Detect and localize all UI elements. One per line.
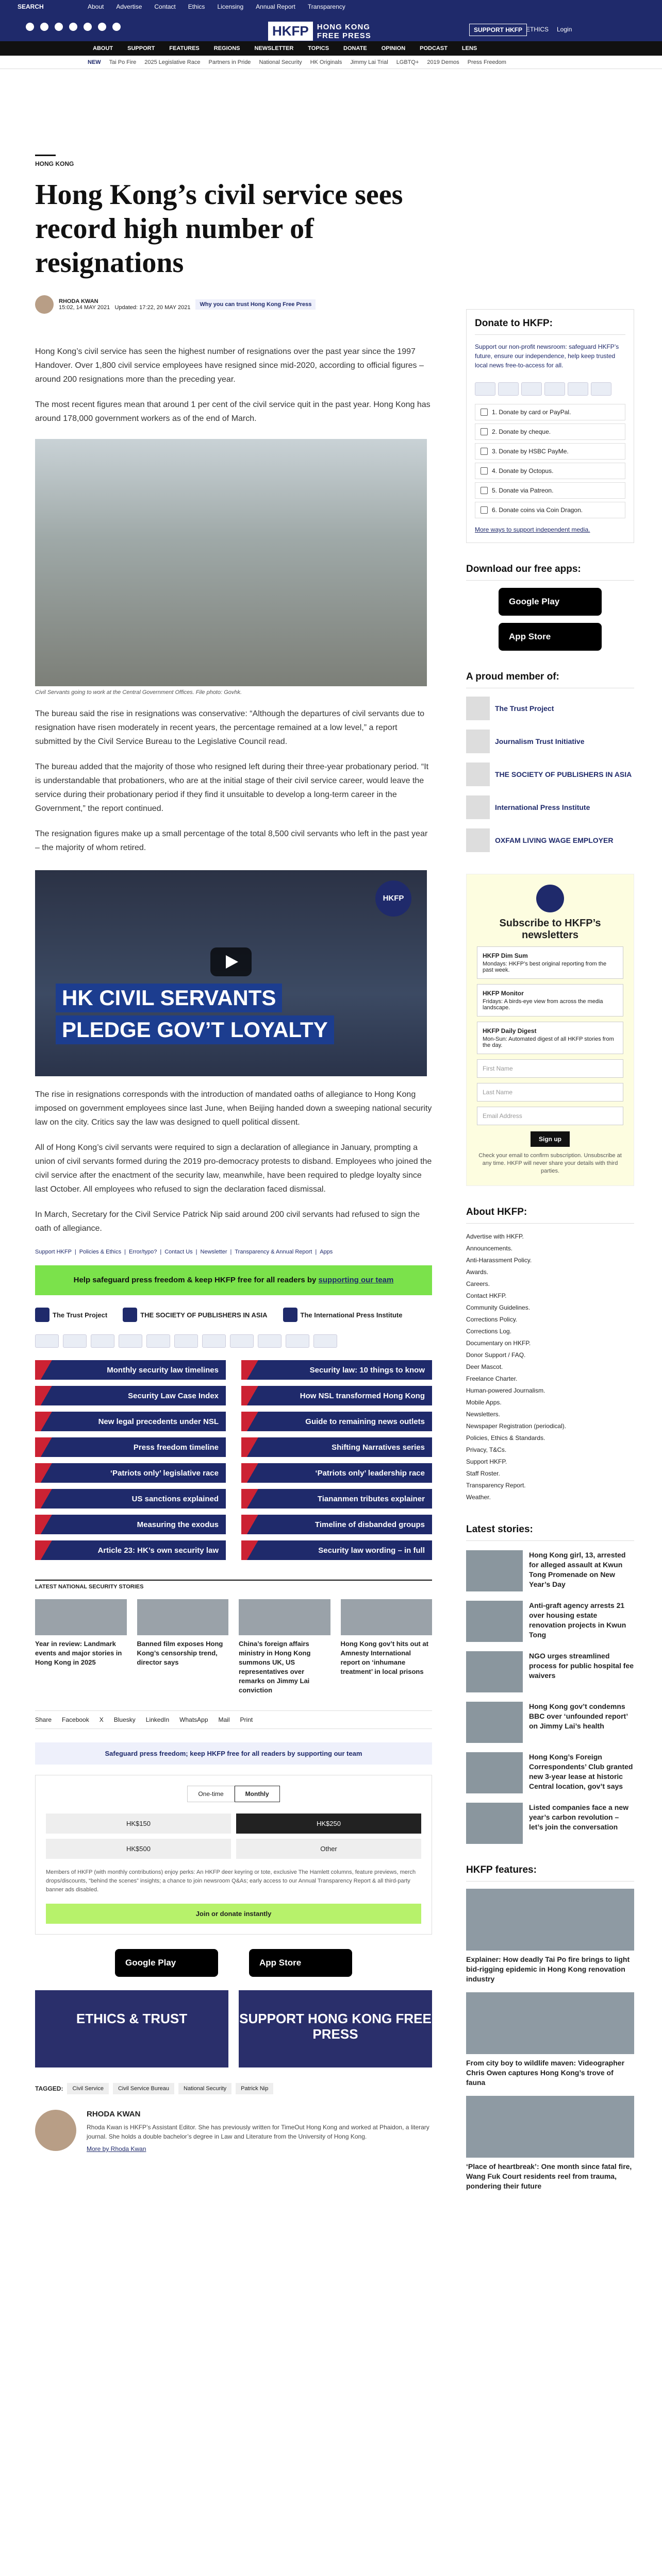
story-title: Year in review: Landmark events and major stories in Hong Kong in 2025 [35, 1640, 122, 1666]
member-logo[interactable] [466, 761, 634, 787]
about-link[interactable]: Privacy, T&Cs. [466, 1446, 507, 1453]
sopa-icon [466, 762, 490, 786]
visa-icon [498, 382, 519, 396]
trust-project-icon [35, 1308, 49, 1322]
payme-icon [146, 1334, 170, 1348]
top-link[interactable]: About [88, 3, 104, 10]
newsletter-name: HKFP Daily Digest [483, 1027, 537, 1035]
article-paragraph: Hong Kong’s civil service has seen the highest number of resignations over the past year since the 1997 Handover. Over 1,800 civil service employees have resigned since mid-2020, according to official figures – around 200 resignations more than the preceding year. [35, 347, 424, 384]
proud-member-panel [466, 671, 634, 853]
app-store-button[interactable]: App Store [249, 1949, 352, 1977]
explainer-tile[interactable]: Tiananmen tributes explainer [241, 1489, 432, 1509]
top-bar [0, 0, 662, 41]
apps-panel [466, 564, 634, 651]
trust-logo-label: The Trust Project [53, 1311, 108, 1319]
explainer-tile[interactable]: Timeline of disbanded groups [241, 1515, 432, 1534]
story-title: Hong Kong girl, 13, arrested for alleged assault at Kwun Tong Promenade on New Year’s Day [529, 1551, 626, 1588]
separator: | [230, 1249, 232, 1255]
ticker-item[interactable]: LGBTQ+ [396, 59, 419, 65]
article-main [35, 155, 432, 2153]
latest-story[interactable] [466, 1651, 634, 1692]
footer-link[interactable]: Error/typo? [128, 1249, 157, 1255]
footer-link[interactable]: Policies & Ethics [79, 1249, 122, 1255]
amount-option[interactable]: HK$500 [46, 1839, 231, 1859]
about-panel [466, 1207, 634, 1503]
social-icons [26, 23, 121, 31]
tag[interactable]: Patrick Nip [236, 2083, 273, 2094]
nav-item[interactable]: LENS [461, 45, 477, 52]
video-title-line: HK CIVIL SERVANTS [56, 984, 282, 1012]
nav-item[interactable]: PODCAST [420, 45, 448, 52]
story-thumbnail [466, 1752, 523, 1793]
story-thumbnail [35, 1599, 127, 1635]
about-link[interactable]: Freelance Charter. [466, 1375, 518, 1382]
ticker-item[interactable]: Press Freedom [467, 59, 506, 65]
payment-icons [35, 1334, 432, 1348]
hkfp-badge-icon [536, 885, 564, 912]
last-name-field[interactable]: Last Name [477, 1083, 623, 1101]
ticker-item[interactable]: HK Originals [310, 59, 342, 65]
story-thumbnail [341, 1599, 433, 1635]
member-logo-label: THE SOCIETY OF PUBLISHERS IN ASIA [495, 770, 632, 778]
mastercard-icon [35, 1334, 59, 1348]
author-name[interactable]: RHODA KWAN [59, 298, 98, 304]
lang-link[interactable]: ETHICS [526, 26, 549, 33]
newsletter-option[interactable] [477, 1022, 623, 1054]
apps-title: Download our free apps: [466, 564, 634, 581]
author-bio: Rhoda Kwan is HKFP’s Assistant Editor. She has previously written for TimeOut Hong Kong and worked at Phaidon, a literary journal. She holds a double bachelor’s degree in Law and Literature from the University of Hong Kong. [87, 2124, 429, 2140]
latest-story[interactable] [466, 1803, 634, 1844]
about-link[interactable]: Newspaper Registration (periodical). [466, 1422, 567, 1430]
nav-item[interactable]: REGIONS [213, 45, 240, 52]
about-link[interactable]: Announcements. [466, 1245, 513, 1252]
about-link[interactable]: Documentary on HKFP. [466, 1340, 531, 1347]
about-link[interactable]: Anti-Harassment Policy. [466, 1257, 532, 1264]
ticker-item[interactable]: 2019 Demos [427, 59, 459, 65]
about-link[interactable]: Corrections Log. [466, 1328, 512, 1335]
updated-date: Updated: 17:22, 20 MAY 2021 [114, 304, 191, 311]
about-list [466, 1231, 634, 1503]
top-link[interactable]: Transparency [307, 3, 345, 10]
about-link[interactable]: Transparency Report. [466, 1482, 526, 1489]
sidebar-payment-icons [475, 382, 625, 396]
newsletter-note: Check your email to confirm subscription. Unsubscribe at any time. HKFP will never share your details with third parties. [478, 1153, 622, 1174]
bluesky-icon[interactable] [112, 23, 121, 31]
story-title: Banned film exposes Hong Kong’s censorship trend, director says [137, 1640, 223, 1666]
feature-title: Explainer: How deadly Tai Po fire brings to light bid-rigging epidemic in Hong Kong renovation industry [466, 1955, 630, 1983]
feature-thumbnail [466, 1992, 634, 2054]
video-title-line: PLEDGE GOV’T LOYALTY [56, 1015, 334, 1044]
paypal-icon [119, 1334, 142, 1348]
member-logo[interactable] [466, 827, 634, 853]
newsletter-desc: Mondays: HKFP’s best original reporting from the past week. [483, 961, 607, 973]
separator: | [160, 1249, 162, 1255]
explainer-tile[interactable]: Monthly security law timelines [35, 1360, 226, 1380]
article-category[interactable]: HONG KONG [35, 155, 56, 167]
promo-banner[interactable]: SUPPORT HONG KONG FREE PRESS [239, 1990, 432, 2067]
donate-ways [475, 404, 625, 518]
feature-title: ‘Place of heartbreak’: One month since fatal fire, Wang Fuk Court residents reel from trauma, pondering their future [466, 2162, 632, 2190]
donate-way[interactable]: 6. Donate coins via Coin Dragon. [475, 502, 625, 518]
story-thumbnail [466, 1601, 523, 1642]
publish-date: 15:02, 14 MAY 2021 [59, 304, 110, 311]
story-title: China’s foreign affairs ministry in Hong Kong summons UK, US representatives over remarks on Jimmy Lai conviction [239, 1640, 311, 1694]
nav-item[interactable]: OPINION [381, 45, 406, 52]
about-link[interactable]: Staff Roster. [466, 1470, 500, 1477]
about-link[interactable]: Weather. [466, 1494, 491, 1501]
byline-text [59, 298, 190, 311]
about-link[interactable]: Careers. [466, 1280, 490, 1287]
search-button[interactable]: SEARCH [18, 3, 44, 10]
top-link[interactable]: Licensing [217, 3, 244, 10]
amex-icon [91, 1334, 114, 1348]
story-thumbnail [137, 1599, 229, 1635]
join-button[interactable]: Join or donate instantly [46, 1904, 421, 1924]
youtube-icon[interactable] [84, 23, 92, 31]
about-link[interactable]: Mobile Apps. [466, 1399, 502, 1406]
newsletter-option[interactable] [477, 946, 623, 979]
facebook-icon[interactable] [26, 23, 34, 31]
about-link[interactable]: Contact HKFP. [466, 1292, 507, 1299]
first-name-field[interactable]: First Name [477, 1059, 623, 1078]
byline [35, 295, 432, 314]
feature-story[interactable] [466, 1992, 634, 2088]
share-link[interactable]: Facebook [62, 1716, 89, 1723]
tag[interactable]: Civil Service [67, 2083, 109, 2094]
donate-panel [466, 309, 634, 543]
ticker-item[interactable]: Jimmy Lai Trial [350, 59, 388, 65]
separator: | [74, 1249, 76, 1255]
member-logo-label: Journalism Trust Initiative [495, 737, 585, 745]
login-link[interactable]: Login [557, 26, 572, 33]
tag-list [35, 2083, 432, 2094]
explainer-tile[interactable]: ‘Patriots only’ leadership race [241, 1463, 432, 1483]
tag[interactable]: National Security [178, 2083, 231, 2094]
alipay-icon [313, 1334, 337, 1348]
explainer-tiles [35, 1360, 432, 1560]
fps-icon [286, 1334, 309, 1348]
top-link[interactable]: Ethics [188, 3, 205, 10]
footer-link[interactable]: Apps [320, 1249, 333, 1255]
features-panel [466, 1865, 634, 2191]
sidebar [466, 309, 634, 2199]
apple-pay-icon [258, 1334, 282, 1348]
tags-label: TAGGED: [35, 2085, 63, 2092]
latest-nsl-item[interactable] [341, 1599, 433, 1695]
author-box-name[interactable]: RHODA KWAN [87, 2110, 141, 2119]
explainer-tile[interactable]: Security Law Case Index [35, 1386, 226, 1405]
linkedin-icon[interactable] [98, 23, 106, 31]
donate-widget [35, 1775, 432, 1935]
frequency-toggle [46, 1786, 421, 1802]
more-by-author-link[interactable]: More by Rhoda Kwan [87, 2145, 146, 2153]
article-paragraph: The most recent figures mean that around 1 per cent of the civil service quit in the past year. Hong Kong has around 178,000 government workers as of the end of March. [35, 400, 431, 423]
story-title: Hong Kong gov’t hits out at Amnesty International report on ‘inhumane treatment’ in local prisons [340, 1640, 428, 1675]
story-title: Anti-graft agency arrests 21 over housing estate renovation projects in Kwun Tong [529, 1601, 626, 1639]
newsletter-desc: Fridays: A birds-eye view from across the media landscape. [483, 998, 603, 1011]
octopus-icon [174, 1334, 198, 1348]
nav-item[interactable]: SUPPORT [127, 45, 155, 52]
amount-option[interactable]: Other [236, 1839, 421, 1859]
oxfam-icon [466, 828, 490, 852]
author-info [87, 2110, 432, 2153]
proud-title: A proud member of: [466, 671, 634, 688]
share-link[interactable]: Bluesky [113, 1716, 136, 1723]
logo-line: FREE PRESS [317, 31, 371, 40]
top-links [88, 3, 345, 10]
publish-dates [59, 304, 190, 311]
tag[interactable]: Civil Service Bureau [113, 2083, 174, 2094]
visa-icon [63, 1334, 87, 1348]
article-photo [35, 439, 427, 686]
latest-nsl-list [35, 1599, 432, 1695]
separator: | [195, 1249, 197, 1255]
newsletter-title: Subscribe to HKFP’s newsletters [499, 918, 601, 941]
google-play-button[interactable]: Google Play [499, 588, 602, 616]
main-nav [0, 41, 662, 56]
donate-text-link[interactable]: Support our non-profit newsroom: safeguard HKFP’s future, ensure our independence, help keep trusted local news free-to-access for all. [475, 343, 619, 369]
article-title: Hong Kong’s civil service sees record high number of resignations [35, 179, 403, 279]
trust-logos [35, 1308, 432, 1322]
share-link[interactable]: LinkedIn [145, 1716, 170, 1723]
about-title: About HKFP: [466, 1207, 634, 1224]
explainer-tile[interactable]: New legal precedents under NSL [35, 1412, 226, 1431]
logo-box: HKFP [268, 22, 313, 41]
article-paragraph: All of Hong Kong’s civil servants were required to sign a declaration of allegiance in January, prompting a union of civil servants formed during the 2019 pro-democracy protests to disband. Employees who joined the civil service after the enactment of the security law, meanwhile, have been required to pledge loyalty since last October. All employees who refused to sign the declaration faced dismissal. [35, 1143, 432, 1194]
explainer-tile[interactable]: Press freedom timeline [35, 1437, 226, 1457]
sopa-icon [123, 1308, 137, 1322]
member-logos [466, 696, 634, 853]
play-icon[interactable] [210, 947, 252, 976]
promo-banner[interactable]: ETHICS & TRUST [35, 1990, 228, 2067]
member-logo[interactable] [466, 794, 634, 820]
amount-option[interactable]: HK$150 [46, 1814, 231, 1834]
explainer-tile[interactable]: How NSL transformed Hong Kong [241, 1386, 432, 1405]
ticker-item[interactable]: National Security [259, 59, 302, 65]
about-link[interactable]: Deer Mascot. [466, 1363, 503, 1370]
about-link[interactable]: Newsletters. [466, 1411, 501, 1418]
trust-logo[interactable] [35, 1308, 107, 1322]
story-thumbnail [466, 1651, 523, 1692]
nav-item[interactable]: ABOUT [93, 45, 113, 52]
instagram-icon[interactable] [55, 23, 63, 31]
google-play-button[interactable]: Google Play [115, 1949, 218, 1977]
trust-logo[interactable] [123, 1308, 267, 1322]
member-perks-note: Members of HKFP (with monthly contributions) enjoy perks: An HKFP deer keyring or tote, exclusive The Hamlett columns, feature previews, merch drops/discounts, “behind the scenes” insights; a chance to join newsroom Q&As; early access to our Annual Transparency Report & all third-party banner ads disabled. [46, 1869, 416, 1893]
about-link[interactable]: Awards. [466, 1268, 489, 1276]
support-button[interactable]: SUPPORT HKFP [469, 24, 527, 36]
site-logo[interactable] [268, 22, 371, 41]
story-thumbnail [466, 1702, 523, 1743]
latest-nsl-heading: LATEST NATIONAL SECURITY STORIES [35, 1580, 432, 1590]
trust-project-icon [466, 697, 490, 720]
share-bar [35, 1710, 432, 1729]
top-link[interactable]: Advertise [116, 3, 142, 10]
new-label: NEW [88, 59, 101, 65]
threads-icon[interactable] [69, 23, 77, 31]
newsletter-name: HKFP Monitor [483, 990, 524, 997]
feature-thumbnail [466, 1889, 634, 1951]
support-banner-link[interactable]: supporting our team [318, 1276, 394, 1284]
latest-story[interactable] [466, 1601, 634, 1642]
footer-link[interactable]: Newsletter [200, 1249, 227, 1255]
nav-item[interactable]: TOPICS [308, 45, 329, 52]
author-avatar[interactable] [35, 295, 54, 314]
story-title: Hong Kong’s Foreign Correspondents’ Club granted new 3-year lease at historic Central location, gov’t says [529, 1753, 633, 1790]
story-thumbnail [466, 1803, 523, 1844]
about-link[interactable]: Donor Support / FAQ. [466, 1351, 526, 1359]
share-link[interactable]: WhatsApp [179, 1716, 208, 1723]
octopus-icon [591, 382, 611, 396]
article-paragraph: The resignation figures make up a small percentage of the total 8,500 civil servants who left in the past year – the majority of whom retired. [35, 829, 428, 852]
explainer-tile[interactable]: ‘Patriots only’ legislative race [35, 1463, 226, 1483]
ticker-item[interactable]: 2025 Legislative Race [144, 59, 201, 65]
about-link[interactable]: Support HKFP. [466, 1458, 507, 1465]
google-pay-icon [230, 1334, 254, 1348]
author-photo [35, 2110, 76, 2151]
member-logo-label: The Trust Project [495, 704, 554, 713]
trust-link[interactable]: Why you can trust Hong Kong Free Press [195, 299, 316, 310]
video-badge: HKFP [375, 880, 411, 917]
ipi-icon [466, 795, 490, 819]
newsletter-name: HKFP Dim Sum [483, 952, 528, 959]
support-banner [35, 1265, 432, 1295]
jti-icon [466, 730, 490, 753]
trust-logo-label: The International Press Institute [300, 1311, 403, 1319]
about-link[interactable]: Human-powered Journalism. [466, 1387, 545, 1394]
feature-title: From city boy to wildlife maven: Videographer Chris Owen captures Hong Kong’s trove of fauna [466, 2059, 625, 2087]
member-logo-label: International Press Institute [495, 803, 590, 811]
story-title: Listed companies face a new year’s carbon revolution – let’s join the conversation [529, 1803, 628, 1831]
newsletter-option[interactable] [477, 984, 623, 1016]
article-paragraph: The bureau added that the majority of those who resigned left during their three-year probationary period. “It is understandable that probationers, who are at the initial stage of their civil service career, would leave the service during their probationary period if they find it unsuitable to develop a long-term career in the Government,” the report continued. [35, 762, 429, 813]
amount-option[interactable]: HK$250 [236, 1814, 421, 1834]
top-link[interactable]: Contact [154, 3, 176, 10]
latest-stories-panel [466, 1524, 634, 1844]
x-icon[interactable] [40, 23, 48, 31]
support-banner-text: Help safeguard press freedom & keep HKFP free for all readers by [73, 1276, 319, 1284]
freq-one-time[interactable]: One-time [187, 1786, 234, 1802]
nav-item[interactable]: FEATURES [169, 45, 200, 52]
newsletter-panel [466, 874, 634, 1186]
top-link[interactable]: Annual Report [256, 3, 295, 10]
nav-item[interactable]: NEWSLETTER [254, 45, 294, 52]
latest-nsl-item[interactable] [137, 1599, 229, 1695]
feature-thumbnail [466, 2096, 634, 2158]
paypal-icon [544, 382, 565, 396]
article-paragraph: In March, Secretary for the Civil Service Patrick Nip said around 200 civil servants had refused to sign the oath of allegiance. [35, 1210, 420, 1233]
donate-way[interactable]: 4. Donate by Octopus. [475, 463, 625, 479]
member-logo-label: OXFAM LIVING WAGE EMPLOYER [495, 836, 614, 844]
member-logo[interactable] [466, 728, 634, 754]
nav-item[interactable]: DONATE [343, 45, 367, 52]
logo-text [317, 23, 371, 40]
footer-link[interactable]: Contact Us [164, 1249, 193, 1255]
ticker-item[interactable]: Tai Po Fire [109, 59, 137, 65]
footer-link[interactable]: Transparency & Annual Report [235, 1249, 312, 1255]
separator: | [124, 1249, 126, 1255]
author-box [35, 2110, 432, 2153]
article-paragraph: The rise in resignations corresponds with the introduction of mandated oaths of allegiance to Hong Kong imposed on government employees since last June, when Beijing handed down a sweeping national security law on the city. Critics say the law was designed to quell political dissent. [35, 1090, 432, 1127]
latest-nsl-item[interactable] [239, 1599, 330, 1695]
footer-link[interactable]: Support HKFP [35, 1249, 72, 1255]
donate-title: Donate to HKFP: [475, 318, 625, 335]
donate-way[interactable]: 3. Donate by HSBC PayMe. [475, 443, 625, 460]
share-link[interactable]: Mail [218, 1716, 230, 1723]
member-logo[interactable] [466, 696, 634, 721]
share-link[interactable]: Share [35, 1716, 52, 1723]
separator: | [315, 1249, 317, 1255]
photo-caption: Civil Servants going to work at the Central Government Offices. File photo: Govhk. [35, 689, 242, 696]
latest-story[interactable] [466, 1550, 634, 1591]
promo-banners [35, 1990, 432, 2067]
share-link[interactable]: X [99, 1716, 104, 1723]
ticker-item[interactable]: Partners in Pride [208, 59, 251, 65]
signup-button[interactable]: Sign up [531, 1131, 570, 1147]
latest-story[interactable] [466, 1752, 634, 1793]
explainer-tile[interactable]: Guide to remaining news outlets [241, 1412, 432, 1431]
app-badges [35, 1949, 432, 1977]
about-link[interactable]: Advertise with HKFP. [466, 1233, 524, 1240]
donate-way[interactable]: 1. Donate by card or PayPal. [475, 404, 625, 420]
amex-icon [521, 382, 542, 396]
share-link[interactable]: Print [240, 1716, 253, 1723]
trust-logo[interactable] [283, 1308, 403, 1322]
story-title: Hong Kong gov’t condemns BBC over ‘unfounded report’ on Jimmy Lai’s health [529, 1702, 628, 1730]
newsletter-desc: Mon-Sun: Automated digest of all HKFP stories from the day. [483, 1036, 614, 1048]
explainer-tile[interactable]: US sanctions explained [35, 1489, 226, 1509]
donate-way[interactable]: 5. Donate via Patreon. [475, 482, 625, 499]
email-field[interactable]: Email Address [477, 1107, 623, 1125]
patreon-icon [202, 1334, 226, 1348]
payme-icon [568, 382, 588, 396]
explainer-tile[interactable]: Security law: 10 things to know [241, 1360, 432, 1380]
features-title: HKFP features: [466, 1865, 634, 1882]
about-link[interactable]: Policies, Ethics & Standards. [466, 1434, 545, 1442]
explainer-tile[interactable]: Shifting Narratives series [241, 1437, 432, 1457]
topic-ticker [0, 56, 662, 69]
safeguard-banner[interactable]: Safeguard press freedom; keep HKFP free for all readers by supporting our team [35, 1742, 432, 1765]
feature-story[interactable] [466, 2096, 634, 2191]
article-paragraph: The bureau said the rise in resignations was conservative: “Although the departures of civil servants due to resignation have risen moderately in recent years, the percentage remained at a low level,” a report submitted by the Civil Service Bureau to the Legislative Council read. [35, 709, 425, 746]
story-title: NGO urges streamlined process for public hospital fee waivers [529, 1652, 634, 1680]
mastercard-icon [475, 382, 495, 396]
feature-story[interactable] [466, 1889, 634, 1984]
explainer-tile[interactable]: Article 23: HK’s own security law [35, 1540, 226, 1560]
explainer-tile[interactable]: Measuring the exodus [35, 1515, 226, 1534]
video-embed[interactable] [35, 870, 427, 1076]
about-link[interactable]: Community Guidelines. [466, 1304, 531, 1311]
explainer-tile[interactable]: Security law wording – in full [241, 1540, 432, 1560]
story-thumbnail [466, 1550, 523, 1591]
about-link[interactable]: Corrections Policy. [466, 1316, 518, 1323]
more-ways-link[interactable]: More ways to support independent media. [475, 526, 590, 533]
donate-way[interactable]: 2. Donate by cheque. [475, 423, 625, 440]
story-thumbnail [239, 1599, 330, 1635]
latest-stories-title: Latest stories: [466, 1524, 634, 1541]
logo-line: HONG KONG [317, 22, 370, 31]
article-footer-links [35, 1249, 432, 1255]
ipi-icon [283, 1308, 297, 1322]
app-store-button[interactable]: App Store [499, 623, 602, 651]
latest-story[interactable] [466, 1702, 634, 1743]
latest-nsl-item[interactable] [35, 1599, 127, 1695]
freq-monthly[interactable]: Monthly [235, 1786, 280, 1802]
amount-options [46, 1814, 421, 1859]
trust-logo-label: THE SOCIETY OF PUBLISHERS IN ASIA [140, 1311, 268, 1319]
